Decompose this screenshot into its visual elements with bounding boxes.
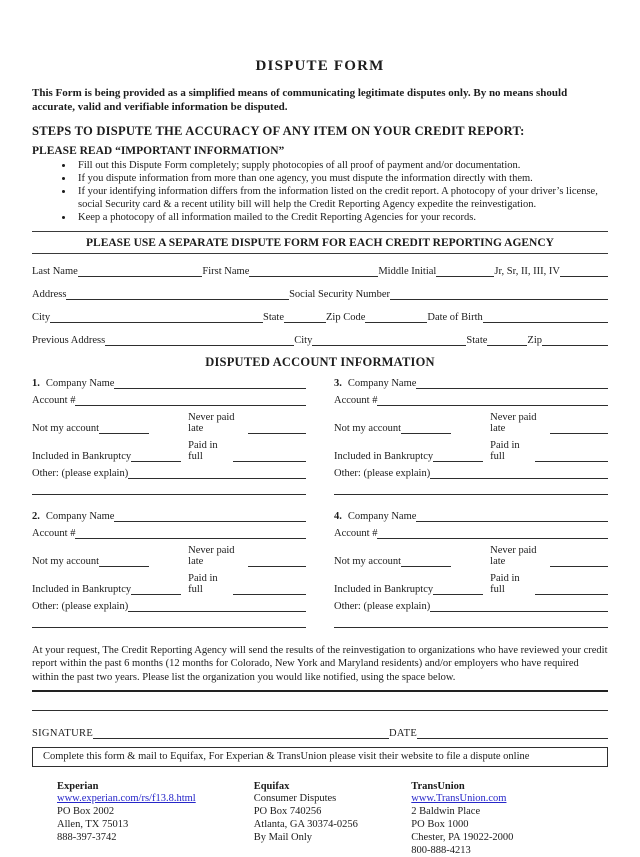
organization-field[interactable] [32, 709, 608, 711]
previous-zip-label: Zip [527, 334, 542, 346]
name-row [32, 266, 608, 277]
account-block-4 [334, 511, 608, 628]
agency-equifax [254, 781, 412, 857]
not-my-account-label: Not my account [334, 555, 402, 567]
never-paid-late-label: Never paid late [188, 411, 235, 434]
dob-label: Date of Birth [427, 311, 483, 323]
never-paid-late-label: Never paid late [490, 411, 537, 434]
never-paid-late-field[interactable] [248, 432, 306, 434]
company-name-label: Company Name [45, 377, 115, 389]
suffix-field[interactable] [560, 275, 608, 277]
mail-instruction-box: Complete this form & mail to Equifax, For Experian & TransUnion please visit their website to file a dispute online [32, 747, 608, 767]
never-paid-late-label: Never paid late [188, 544, 235, 567]
account-number-field[interactable] [377, 537, 608, 539]
agency-phone: 888-397-3742 [57, 831, 117, 843]
bullet-item: • Keep a photocopy of all information mailed to the Credit Reporting Agencies for your records. [74, 211, 608, 224]
paid-in-full-label: Paid in full [188, 572, 218, 595]
date-label: DATE [389, 727, 418, 739]
state-field[interactable] [284, 321, 326, 323]
bankruptcy-label: Included in Bankruptcy [32, 450, 132, 462]
account-number-label: 4. [334, 510, 342, 522]
agency-address-line: 2 Baldwin Place [411, 806, 481, 818]
not-my-account-label: Not my account [334, 422, 402, 434]
first-name-label: First Name [202, 265, 250, 277]
not-my-account-label: Not my account [32, 422, 100, 434]
not-my-account-field[interactable] [401, 565, 451, 567]
zip-code-field[interactable] [365, 321, 427, 323]
paid-in-full-label: Paid in full [188, 439, 218, 462]
previous-address-label: Previous Address [32, 334, 106, 346]
transunion-link[interactable]: www.TransUnion.com [411, 793, 507, 805]
explain-continuation-field[interactable] [334, 626, 608, 628]
other-explain-field[interactable] [430, 477, 608, 479]
bankruptcy-field[interactable] [433, 593, 483, 595]
separate-form-notice: PLEASE USE A SEPARATE DISPUTE FORM FOR EACH CREDIT REPORTING AGENCY [86, 236, 554, 249]
organization-row [32, 709, 608, 711]
account-number-label: 3. [334, 377, 342, 389]
bankruptcy-label: Included in Bankruptcy [32, 583, 132, 595]
agency-address-line: Allen, TX 75013 [57, 818, 129, 830]
bullet-item: • Fill out this Dispute Form completely; supply photocopies of all proof of payment and/or documentation. [74, 159, 608, 172]
agency-address-line: PO Box 2002 [57, 806, 115, 818]
first-name-field[interactable] [249, 275, 378, 277]
previous-city-label: City [294, 334, 313, 346]
company-name-label: Company Name [45, 510, 115, 522]
paid-in-full-label: Paid in full [490, 572, 520, 595]
bankruptcy-field[interactable] [131, 460, 181, 462]
agency-address-line: PO Box 740256 [253, 806, 322, 818]
disputed-account-heading: DISPUTED ACCOUNT INFORMATION [205, 354, 435, 369]
intro-paragraph: This Form is being provided as a simplified means of communicating legitimate disputes only. By no means should accurate, valid and verifiable information be disputed. [32, 87, 568, 114]
city-field[interactable] [50, 321, 263, 323]
steps-heading: STEPS TO DISPUTE THE ACCURACY OF ANY ITEM ON YOUR CREDIT REPORT: [32, 123, 525, 138]
city-state-row [32, 312, 608, 323]
middle-initial-field[interactable] [436, 275, 494, 277]
signature-row [32, 728, 608, 739]
signature-field[interactable] [93, 737, 389, 739]
last-name-label: Last Name [32, 265, 78, 277]
never-paid-late-label: Never paid late [490, 544, 537, 567]
agency-address-line: Consumer Disputes [253, 793, 337, 805]
never-paid-late-field[interactable] [550, 432, 608, 434]
divider [32, 253, 608, 254]
paid-in-full-label: Paid in full [490, 439, 520, 462]
bankruptcy-field[interactable] [131, 593, 181, 595]
address-field[interactable] [66, 298, 289, 300]
explain-continuation-field[interactable] [334, 493, 608, 495]
paid-in-full-field[interactable] [535, 593, 608, 595]
other-explain-label: Other: (please explain) [32, 600, 129, 612]
bullet-item: • If your identifying information differs from the information listed on the credit report. A photocopy of your driver’s license, social Security card & a recent utility bill will help the Credit Reporting Agency expedite the reinvestigation. [74, 185, 608, 211]
address-label: Address [32, 288, 67, 300]
not-my-account-field[interactable] [99, 432, 149, 434]
other-explain-label: Other: (please explain) [334, 467, 431, 479]
agency-address-line: Chester, PA 19022-2000 [411, 831, 514, 843]
bullet-item: • If you dispute information from more than one agency, you must dispute the information directly with them. [74, 172, 608, 185]
company-name-label: Company Name [347, 510, 417, 522]
account-hash-label: Account # [334, 527, 378, 539]
read-heading: PLEASE READ “IMPORTANT INFORMATION” [32, 144, 285, 157]
account-number-field[interactable] [75, 537, 306, 539]
zip-code-label: Zip Code [325, 311, 366, 323]
explain-continuation-field[interactable] [32, 493, 306, 495]
agency-contacts [32, 781, 608, 857]
company-name-label: Company Name [347, 377, 417, 389]
agency-name: Experian [57, 780, 99, 792]
account-hash-label: Account # [32, 527, 76, 539]
agency-phone: 800-888-4213 [411, 844, 471, 856]
other-explain-field[interactable] [128, 610, 306, 612]
ssn-field[interactable] [390, 298, 608, 300]
account-block-1 [32, 378, 306, 495]
previous-state-label: State [466, 334, 488, 346]
address-row [32, 289, 608, 300]
bankruptcy-label: Included in Bankruptcy [334, 450, 434, 462]
account-hash-label: Account # [334, 394, 378, 406]
page-title: DISPUTE FORM [255, 58, 385, 74]
not-my-account-label: Not my account [32, 555, 100, 567]
bankruptcy-field[interactable] [433, 460, 483, 462]
company-name-field[interactable] [114, 387, 306, 389]
bankruptcy-label: Included in Bankruptcy [334, 583, 434, 595]
account-blocks-grid [32, 378, 608, 628]
account-block-3 [334, 378, 608, 495]
previous-address-field[interactable] [105, 344, 294, 346]
agency-transunion [411, 781, 608, 857]
paid-in-full-field[interactable] [233, 593, 306, 595]
company-name-field[interactable] [416, 387, 608, 389]
account-number-field[interactable] [75, 404, 306, 406]
dob-field[interactable] [483, 321, 608, 323]
not-my-account-field[interactable] [401, 432, 451, 434]
agency-address-line: PO Box 1000 [411, 818, 469, 830]
state-label: State [262, 311, 284, 323]
other-explain-field[interactable] [128, 477, 306, 479]
agency-address-line: By Mail Only [253, 831, 313, 843]
signature-label: SIGNATURE [32, 727, 94, 739]
account-block-2 [32, 511, 306, 628]
agency-name: Equifax [253, 780, 290, 792]
experian-link[interactable]: www.experian.com/rs/f13.8.html [57, 793, 196, 805]
company-name-field[interactable] [416, 520, 608, 522]
never-paid-late-field[interactable] [248, 565, 306, 567]
agency-name: TransUnion [411, 780, 465, 792]
explain-continuation-field[interactable] [32, 626, 306, 628]
divider [32, 231, 608, 232]
agency-experian [57, 781, 254, 857]
other-explain-field[interactable] [430, 610, 608, 612]
account-number-field[interactable] [377, 404, 608, 406]
suffix-label: Jr, Sr, II, III, IV [494, 265, 560, 277]
never-paid-late-field[interactable] [550, 565, 608, 567]
account-number-label: 2. [32, 510, 40, 522]
company-name-field[interactable] [114, 520, 306, 522]
notify-paragraph: At your request, The Credit Reporting Agency will send the results of the reinvestigation to organizations who have reviewed your credit report within the past 6 months (12 months for Colorado, New York and Maryland residents) and/or employers who have required within the past two years. Please list the organization you would like notified, using the space below. [32, 644, 608, 683]
previous-address-row [32, 335, 608, 346]
not-my-account-field[interactable] [99, 565, 149, 567]
paid-in-full-field[interactable] [535, 460, 608, 462]
account-hash-label: Account # [32, 394, 76, 406]
agency-address-line: Atlanta, GA 30374-0256 [253, 818, 358, 830]
divider-thick [32, 690, 608, 692]
other-explain-label: Other: (please explain) [32, 467, 129, 479]
city-label: City [32, 311, 51, 323]
paid-in-full-field[interactable] [233, 460, 306, 462]
ssn-label: Social Security Number [289, 288, 390, 300]
date-field[interactable] [417, 737, 608, 739]
other-explain-label: Other: (please explain) [334, 600, 431, 612]
instruction-bullets [32, 159, 608, 224]
previous-zip-field[interactable] [542, 344, 608, 346]
last-name-field[interactable] [78, 275, 203, 277]
middle-initial-label: Middle Initial [378, 265, 437, 277]
previous-state-field[interactable] [487, 344, 527, 346]
account-number-label: 1. [32, 377, 40, 389]
previous-city-field[interactable] [312, 344, 466, 346]
